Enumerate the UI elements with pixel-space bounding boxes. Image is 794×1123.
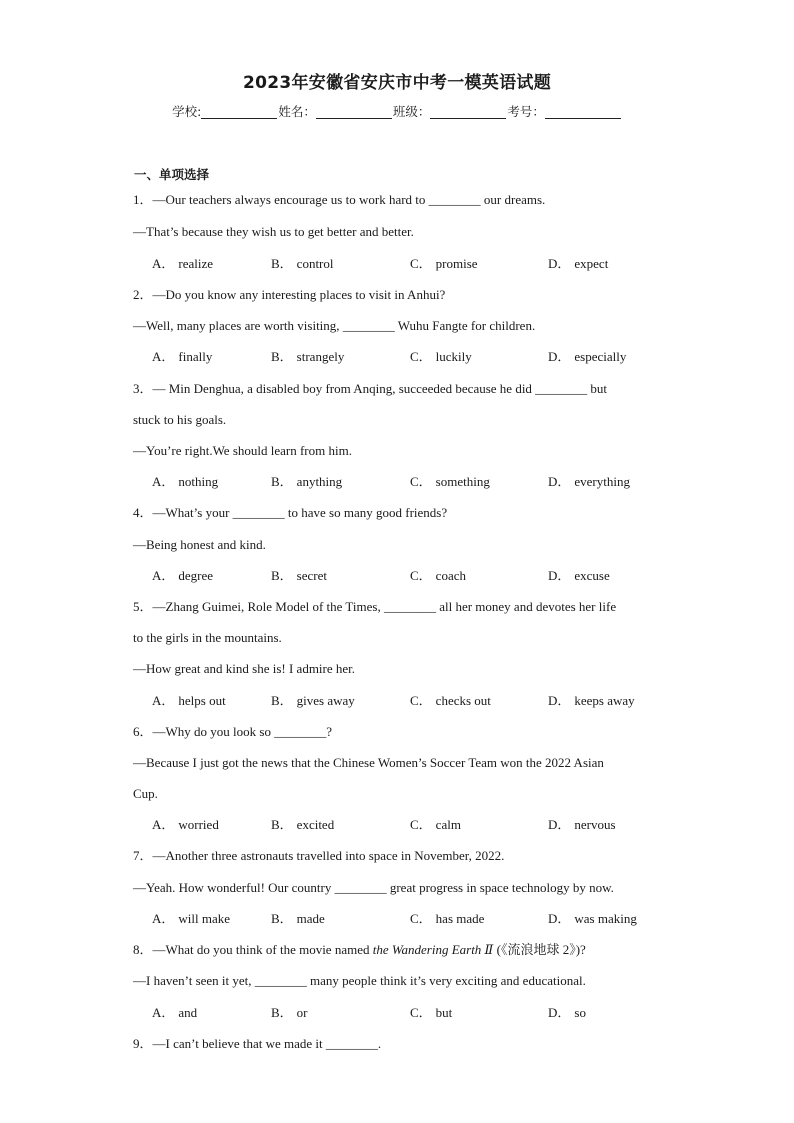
question-2-line-2: —Well, many places are worth visiting, ________ Wuhu Fangte for children.	[133, 318, 536, 333]
exam-number-blank[interactable]	[545, 104, 621, 119]
question-5-line-1: 5．—Zhang Guimei, Role Model of the Times, ________ all her money and devotes her life	[133, 599, 617, 614]
option-c[interactable]: C． but	[410, 1005, 453, 1020]
option-b[interactable]: B． control	[271, 256, 334, 271]
question-6-line-1: 6．—Why do you look so ________?	[133, 724, 332, 739]
name-label: 姓名：	[278, 104, 316, 119]
option-a[interactable]: A． nothing	[152, 474, 219, 489]
option-a[interactable]: A． degree	[152, 568, 214, 583]
name-blank[interactable]	[316, 104, 392, 119]
option-c[interactable]: C． promise	[410, 256, 478, 271]
question-8-line-2: —I haven’t seen it yet, ________ many people think it’s very exciting and educational.	[133, 973, 586, 988]
option-c[interactable]: C． something	[410, 474, 490, 489]
option-a[interactable]: A． finally	[152, 349, 213, 364]
question-6-line-3: Cup.	[133, 786, 158, 801]
question-3-line-3: —You’re right.We should learn from him.	[133, 443, 352, 458]
class-label: 班级：	[392, 104, 431, 119]
question-1-line-2: —That’s because they wish us to get better and better.	[133, 224, 414, 239]
question-5-line-3: —How great and kind she is! I admire her.	[133, 661, 356, 676]
option-b[interactable]: B． or	[271, 1005, 308, 1020]
option-b[interactable]: B． strangely	[271, 349, 345, 364]
option-c[interactable]: C． calm	[410, 817, 461, 832]
option-d[interactable]: D． nervous	[548, 817, 616, 832]
option-d[interactable]: D． everything	[548, 474, 630, 489]
option-b[interactable]: B． excited	[271, 817, 335, 832]
option-c[interactable]: C． luckily	[410, 349, 472, 364]
question-7-line-1: 7．—Another three astronauts travelled into space in November, 2022.	[133, 848, 505, 863]
option-d[interactable]: D． was making	[548, 911, 637, 926]
option-a[interactable]: A． helps out	[152, 693, 226, 708]
option-d[interactable]: D． keeps away	[548, 693, 635, 708]
section-title: 一、单项选择	[134, 167, 210, 182]
option-d[interactable]: D． expect	[548, 256, 609, 271]
question-9-line-1: 9．—I can’t believe that we made it ________.	[133, 1036, 382, 1051]
option-b[interactable]: B． anything	[271, 474, 343, 489]
question-6-line-2: —Because I just got the news that the Chinese Women’s Soccer Team won the 2022 Asian	[133, 755, 604, 770]
question-4-line-1: 4．—What’s your ________ to have so many good friends?	[133, 505, 448, 520]
option-b[interactable]: B． secret	[271, 568, 327, 583]
option-d[interactable]: D． especially	[548, 349, 627, 364]
question-3-line-1: 3．— Min Denghua, a disabled boy from Anqing, succeeded because he did ________ but	[133, 381, 608, 396]
question-7-line-2: —Yeah. How wonderful! Our country ________ great progress in space technology by now.	[133, 880, 614, 895]
question-5-line-2: to the girls in the mountains.	[133, 630, 282, 645]
question-2-line-1: 2．—Do you know any interesting places to visit in Anhui?	[133, 287, 446, 302]
q8-prefix: 8．—What do you think of the movie named	[133, 942, 373, 957]
question-1-line-1: 1．—Our teachers always encourage us to work hard to ________ our dreams.	[133, 192, 546, 207]
option-a[interactable]: A． will make	[152, 911, 231, 926]
class-blank[interactable]	[430, 104, 506, 119]
question-3-line-2: stuck to his goals.	[133, 412, 227, 427]
option-b[interactable]: B． made	[271, 911, 325, 926]
option-d[interactable]: D． so	[548, 1005, 586, 1020]
student-info-line	[0, 102, 794, 120]
option-c[interactable]: C． has made	[410, 911, 485, 926]
school-blank[interactable]	[201, 104, 277, 119]
movie-title: the Wandering Earth Ⅱ	[372, 942, 494, 957]
option-a[interactable]: A． worried	[152, 817, 219, 832]
option-b[interactable]: B． gives away	[271, 693, 355, 708]
school-label: 学校:	[172, 104, 202, 119]
question-8-line-1	[133, 942, 586, 958]
option-c[interactable]: C． checks out	[410, 693, 491, 708]
option-d[interactable]: D． excuse	[548, 568, 610, 583]
page-title: 2023年安徽省安庆市中考一模英语试题	[242, 73, 551, 93]
option-a[interactable]: A． and	[152, 1005, 198, 1020]
option-a[interactable]: A． realize	[152, 256, 214, 271]
option-c[interactable]: C． coach	[410, 568, 466, 583]
question-4-line-2: —Being honest and kind.	[133, 537, 266, 552]
q8-suffix: (《流浪地球 2》)?	[493, 942, 586, 957]
exam-number-label: 考号：	[507, 104, 545, 119]
